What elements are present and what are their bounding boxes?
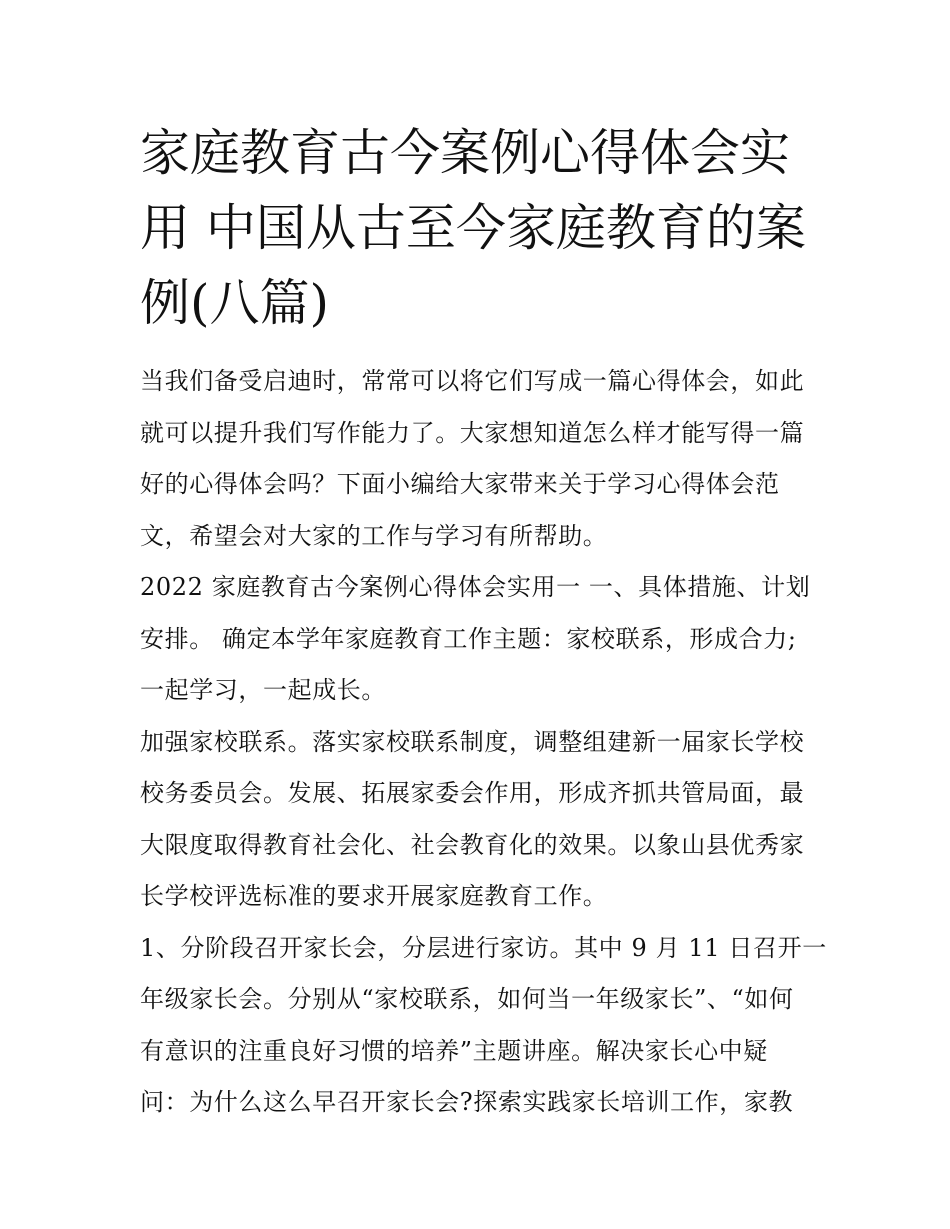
intro-paragraph — [140, 356, 830, 562]
text-line: 好的心得体会吗？下面小编给大家带来关于学习心得体会范 — [140, 470, 780, 498]
section-paragraph — [140, 562, 830, 717]
text-line: 安排。 确定本学年家庭教育工作主题：家校联系，形成合力; — [140, 624, 797, 653]
text-line: 问：为什么这么早召开家长会?探索实践家长培训工作，家教 — [140, 1088, 794, 1116]
text-line: 大限度取得教育社会化、社会教育化的效果。以象山县优秀家 — [140, 830, 805, 859]
text-line: 长学校评选标准的要求开展家庭教育工作。 — [140, 882, 608, 910]
text-line: 2022 家庭教育古今案例心得体会实用一 一、具体措施、计划 — [140, 573, 811, 601]
text-line: 一起学习，一起成长。 — [140, 676, 386, 704]
document-body — [140, 356, 830, 1129]
text-line: 文，希望会对大家的工作与学习有所帮助。 — [140, 521, 608, 550]
text-line: 加强家校联系。落实家校联系制度，调整组建新一届家长学校 — [140, 727, 805, 756]
text-line: 当我们备受启迪时，常常可以将它们写成一篇心得体会，如此 — [140, 367, 805, 395]
text-line: 年级家长会。分别从“家校联系，如何当一年级家长”、“如何 — [140, 985, 794, 1013]
list-paragraph — [140, 923, 830, 1129]
title-line: 用 中国从古至今家庭教育的案 — [140, 199, 806, 257]
text-line: 1、分阶段召开家长会，分层进行家访。其中 9 月 11 日召开一 — [140, 933, 827, 962]
document-title — [140, 116, 820, 341]
body-paragraph — [140, 717, 830, 923]
text-line: 校务委员会。发展、拓展家委会作用，形成齐抓共管局面，最 — [140, 779, 805, 807]
text-line: 就可以提升我们写作能力了。大家想知道怎么样才能写得一篇 — [140, 418, 805, 447]
text-line: 有意识的注重良好习惯的培养”主题讲座。解决家长心中疑 — [140, 1036, 768, 1065]
title-line: 例(八篇) — [140, 274, 330, 332]
title-line: 家庭教育古今案例心得体会实 — [140, 124, 790, 182]
